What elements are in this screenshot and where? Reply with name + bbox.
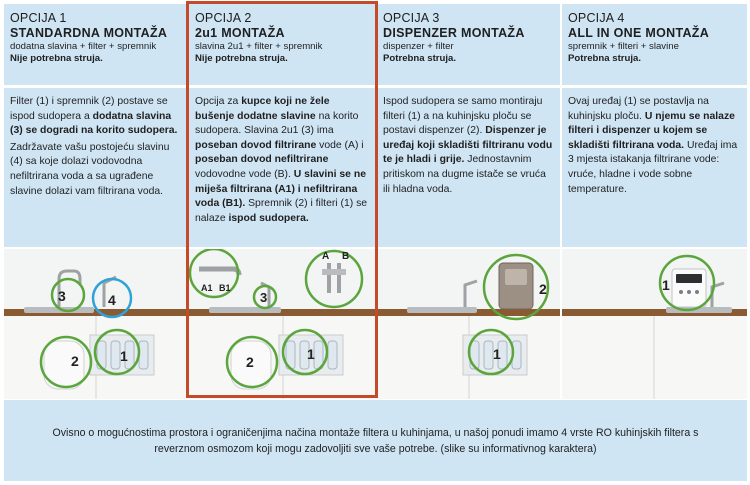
option-3-illustration xyxy=(377,249,560,399)
option-3-power-note: Potrebna struja. xyxy=(383,53,457,64)
description-paragraph xyxy=(10,141,181,199)
option-4-kitchen-drawing xyxy=(562,249,747,399)
option-2-description xyxy=(189,88,375,247)
description-bold-run: poseban dovod nefiltrirane xyxy=(195,154,329,166)
option-4-illustration xyxy=(562,249,747,399)
option-1-description xyxy=(4,88,187,247)
option-1-title: STANDARDNA MONTAŽA xyxy=(10,26,168,40)
description-run: Spremnik (2) i filteri (1) se nalaze xyxy=(195,198,368,224)
option-2-label: OPCIJA 2 xyxy=(195,11,252,25)
option-4-label: OPCIJA 4 xyxy=(568,11,625,25)
option-1-kitchen-drawing xyxy=(4,249,187,399)
description-run: Ispod sudopera se samo montiraju filteri (1) a na kuhinjsku ploču se postavi dispenzer (2). xyxy=(383,96,543,137)
option-1-label: OPCIJA 1 xyxy=(10,11,67,25)
option-3-header xyxy=(377,4,560,85)
option-2-kitchen-drawing xyxy=(189,249,375,399)
description-run: Uređaj ima 3 mjesta istakanja filtrirane vode: vruće, hladne i vode sobne temperature. xyxy=(568,139,738,195)
description-bold-run: poseban dovod filtrirane xyxy=(195,139,317,151)
option-3-kitchen-drawing xyxy=(377,249,560,399)
option-2-subtitle: slavina 2u1 + filter + spremnik xyxy=(195,41,323,52)
description-run: Jednostavnim pritiskom na dugme istače se vruća ili hladna voda. xyxy=(383,154,546,195)
option-1-subtitle: dodatna slavina + filter + spremnik xyxy=(10,41,157,52)
callout-1c: 1 xyxy=(493,346,501,362)
description-run: Ovaj uređaj (1) se postavlja na kuhinjsku ploču. xyxy=(568,96,709,122)
description-run: Filter (1) i spremnik (2) postave se ispod sudopera a xyxy=(10,96,168,122)
callout-2b: 2 xyxy=(246,354,254,370)
option-2-title: 2u1 MONTAŽA xyxy=(195,26,285,40)
description-bold-run: kupce koji ne žele bušenje dodatne slavine xyxy=(195,96,330,122)
callout-1d: 1 xyxy=(662,277,670,293)
callout-1: 1 xyxy=(120,348,128,364)
option-3-subtitle: dispenzer + filter xyxy=(383,41,454,52)
option-4-power-note: Potrebna struja. xyxy=(568,53,642,64)
option-2-header xyxy=(189,4,375,85)
option-2-power-note: Nije potrebna struja. xyxy=(195,53,288,64)
description-bold-run: ispod sudopera. xyxy=(228,212,309,224)
description-run: na korito sudopera. Slavina 2u1 (3) ima xyxy=(195,110,359,137)
callout-a1: A1 xyxy=(201,283,213,293)
callout-b1: B1 xyxy=(219,283,231,293)
option-1-illustration xyxy=(4,249,187,399)
description-paragraph xyxy=(383,95,554,197)
callout-2c: 2 xyxy=(539,281,547,297)
option-1-power-note: Nije potrebna struja. xyxy=(10,53,103,64)
description-paragraph xyxy=(195,95,369,226)
description-bold-run: dodatna slavina (3) se dogradi na korito sudopera. xyxy=(10,110,178,137)
description-paragraph xyxy=(568,95,741,197)
description-run: vode (A) i xyxy=(316,139,364,151)
description-run: Opcija za xyxy=(195,96,242,107)
option-4-description xyxy=(562,88,747,247)
description-run: Zadržavate vašu postojeću slavinu (4) sa koje dolazi vodovodna nefiltrirana voda a sa ugrađene slavine dolazi vam filtrirana voda. xyxy=(10,141,170,197)
option-2-illustration xyxy=(189,249,375,399)
callout-2: 2 xyxy=(71,353,79,369)
callout-a: A xyxy=(322,251,330,262)
callout-3: 3 xyxy=(58,288,66,304)
description-paragraph xyxy=(10,95,181,139)
callout-3b: 3 xyxy=(260,290,268,305)
option-4-header xyxy=(562,4,747,85)
option-3-label: OPCIJA 3 xyxy=(383,11,440,25)
option-1-header xyxy=(4,4,187,85)
description-bold-run: U slavini se ne miješa filtrirana (A1) i nefiltrirana voda (B1). xyxy=(195,168,366,210)
option-4-subtitle: spremnik + filteri + slavine xyxy=(568,41,679,52)
callout-4: 4 xyxy=(108,292,116,308)
option-3-title: DISPENZER MONTAŽA xyxy=(383,26,525,40)
description-bold-run: U njemu se nalaze filteri i dispenzer u kojem se skladišti filtrirana voda. xyxy=(568,110,735,151)
option-4-title: ALL IN ONE MONTAŽA xyxy=(568,26,710,40)
description-bold-run: Dispenzer je uređaj koji skladišti filtriranu vodu te je hladi i grije. xyxy=(383,125,553,166)
callout-b: B xyxy=(342,251,350,262)
callout-1b: 1 xyxy=(307,346,315,362)
footer-note: Ovisno o mogućnostima prostora i ograničenjima načina montaže filtera u kuhinjama, u našoj ponudi imamo 4 vrste RO kuhinjskih filtera s reverznom osmozom koji mogu zadovoljiti sve vaše potrebe. (slike su informativnog karaktera) xyxy=(4,400,747,481)
option-3-description xyxy=(377,88,560,247)
description-run: vodovodne vode (B). xyxy=(195,168,294,180)
